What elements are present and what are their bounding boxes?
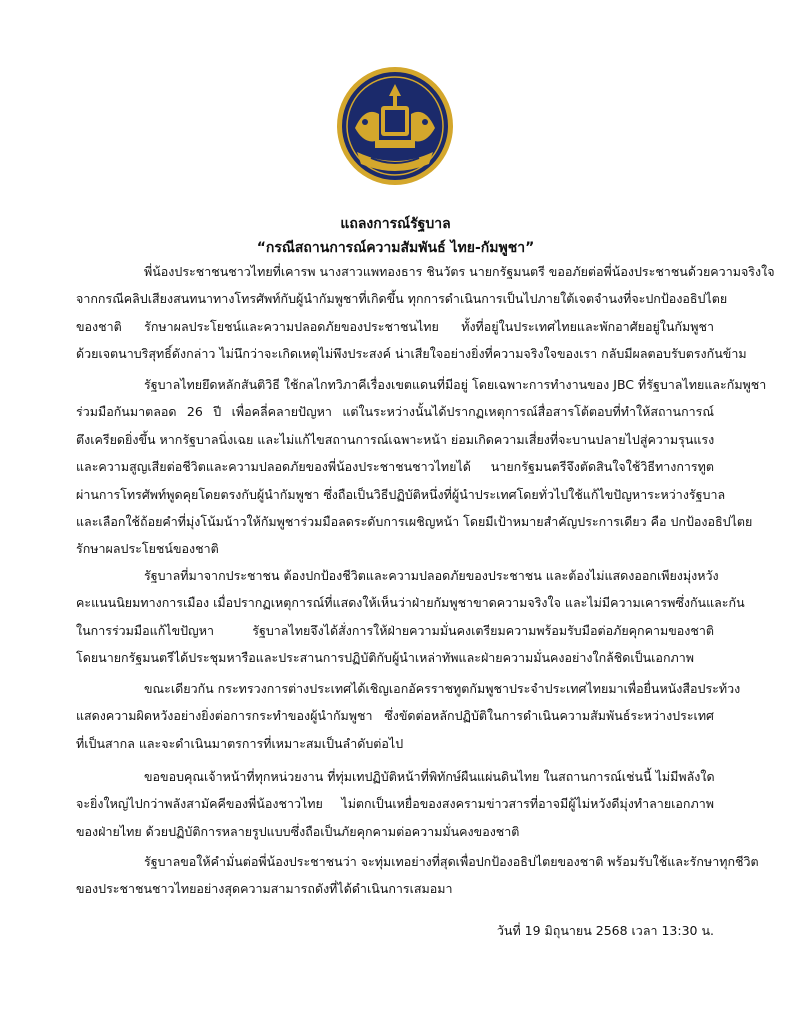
paragraph-2-line: รักษาผลประโยชน์ของชาติ (76, 541, 219, 557)
paragraph-1-line: จากกรณีคลิปเสียงสนทนาทางโทรศัพท์กับผู้นำกัมพูชาที่เกิดขึ้น ทุกการดำเนินการเป็นไปภายใต้เจตจำนงที่จะปกป้องอธิปไตย (76, 291, 728, 307)
paragraph-6-line: ของประชาชนชาวไทยอย่างสุดความสามารถดังที่ได้ดำเนินการเสมอมา (76, 881, 453, 897)
paragraph-6-line: รัฐบาลขอให้คำมั่นต่อพี่น้องประชาชนว่า จะทุ่มเทอย่างที่สุดเพื่อปกป้องอธิปไตยของชาติ พร้อมรับใช้และรักษาทุกชีวิต (144, 854, 759, 869)
paragraph-3-line: โดยนายกรัฐมนตรีได้ประชุมหารือและประสานการปฏิบัติกับผู้นำเหล่าทัพและฝ่ายความมั่นคงอย่างใกล้ชิดเป็นเอกภาพ (76, 650, 695, 666)
paragraph-2-line: รัฐบาลไทยยึดหลักสันติวิธี ใช้กลไกทวิภาคีเรื่องเขตแดนที่มีอยู่ โดยเฉพาะการทำงานของ JBC ที่รัฐบาลไทยและกัมพูชา (144, 377, 767, 392)
paragraph-2-line: ร่วมมือกันมาตลอด 26 ปี เพื่อคลี่คลายปัญหา แต่ในระหว่างนั้นได้ปรากฏเหตุการณ์สื่อสารโต้ตอบที่ทำให้สถานการณ์ (76, 404, 714, 420)
paragraph-3-line: ในการร่วมมือแก้ไขปัญหา รัฐบาลไทยจึงได้สั่งการให้ฝ่ายความมั่นคงเตรียมความพร้อมรับมือต่อภัยคุกคามของชาติ (76, 622, 714, 638)
paragraph-4-line: ขณะเดียวกัน กระทรวงการต่างประเทศได้เชิญเอกอัครราชทูตกัมพูชาประจำประเทศไทยมาเพื่อยื่นหนังสือประท้วง (144, 681, 741, 696)
paragraph-4-line: แสดงความผิดหวังอย่างยิ่งต่อการกระทำของผู้นำกัมพูชา ซึ่งขัดต่อหลักปฏิบัติในการดำเนินความสัมพันธ์ระหว่างประเทศ (76, 708, 714, 724)
date-time-line: วันที่ 19 มิถุนายน 2568 เวลา 13:30 น. (496, 923, 714, 938)
paragraph-5-line: ขอขอบคุณเจ้าหน้าที่ทุกหน่วยงาน ที่ทุ่มเทปฏิบัติหน้าที่พิทักษ์ผืนแผ่นดินไทย ในสถานการณ์เช่นนี้ ไม่มีพลังใด (144, 769, 715, 784)
statement-heading: แถลงการณ์รัฐบาล (340, 216, 451, 232)
paragraph-2-line: ผ่านการโทรศัพท์พูดคุยโดยตรงกับผู้นำกัมพูชา ซึ่งถือเป็นวิธีปฏิบัติหนึ่งที่ผู้นำประเทศโดยทั่วไปใช้แก้ไขปัญหาระหว่างรัฐบาล (76, 486, 726, 502)
paragraph-1-line: ของชาติ รักษาผลประโยชน์และความปลอดภัยของประชาชนไทย ทั้งที่อยู่ในประเทศไทยและพักอาศัยอยู่ในกัมพูชา (76, 318, 714, 334)
paragraph-1-line: ด้วยเจตนาบริสุทธิ์ดังกล่าว ไม่นึกว่าจะเกิดเหตุไม่พึงประสงค์ น่าเสียใจอย่างยิ่งที่ความจริงใจของเรา กลับมีผลตอบรับตรงกันข้าม (76, 346, 747, 362)
paragraph-2-line: และเลือกใช้ถ้อยคำที่มุ่งโน้มน้าวให้กัมพูชาร่วมมือลดระดับการเผชิญหน้า โดยมีเป้าหมายสำคัญประการเดียว คือ ปกป้องอธิปไตย (76, 514, 753, 529)
paragraph-5-line: จะยิ่งใหญ่ไปกว่าพลังสามัคคีของพี่น้องชาวไทย ไม่ตกเป็นเหยื่อของสงครามข่าวสารที่อาจมีผู้ไม่หวังดีมุ่งทำลายเอกภาพ (76, 796, 714, 812)
paragraph-2-line: ตึงเครียดยิ่งขึ้น หากรัฐบาลนิ่งเฉย และไม่แก้ไขสถานการณ์เฉพาะหน้า ย่อมเกิดความเสี่ยงที่จะบานปลายไปสู่ความรุนแรง (76, 431, 715, 447)
paragraph-1-line: พี่น้องประชาชนชาวไทยที่เคารพ นางสาวแพทองธาร ชินวัตร นายกรัฐมนตรี ขออภัยต่อพี่น้องประชาชนด้วยความจริงใจ (144, 264, 775, 279)
paragraph-3-line: รัฐบาลที่มาจากประชาชน ต้องปกป้องชีวิตและความปลอดภัยของประชาชน และต้องไม่แสดงออกเพียงมุ่งหวัง (144, 568, 719, 583)
paragraph-3-line: คะแนนนิยมทางการเมือง เมื่อปรากฏเหตุการณ์ที่แสดงให้เห็นว่าฝ่ายกัมพูชาขาดความจริงใจ และไม่มีความเคารพซึ่งกันและกัน (76, 595, 745, 611)
government-emblem-logo (335, 66, 455, 186)
paragraph-2-line: และความสูญเสียต่อชีวิตและความปลอดภัยของพี่น้องประชาชนชาวไทยได้ นายกรัฐมนตรีจึงตัดสินใจใช้วิธีทางการทูต (76, 459, 714, 475)
paragraph-5-line: ของฝ่ายไทย ด้วยปฏิบัติการหลายรูปแบบซึ่งถือเป็นภัยคุกคามต่อความมั่นคงของชาติ (76, 823, 520, 839)
statement-subject: “กรณีสถานการณ์ความสัมพันธ์ ไทย-กัมพูชา” (256, 240, 535, 256)
paragraph-4-line: ที่เป็นสากล และจะดำเนินมาตรการที่เหมาะสมเป็นลำดับต่อไป (76, 735, 404, 751)
